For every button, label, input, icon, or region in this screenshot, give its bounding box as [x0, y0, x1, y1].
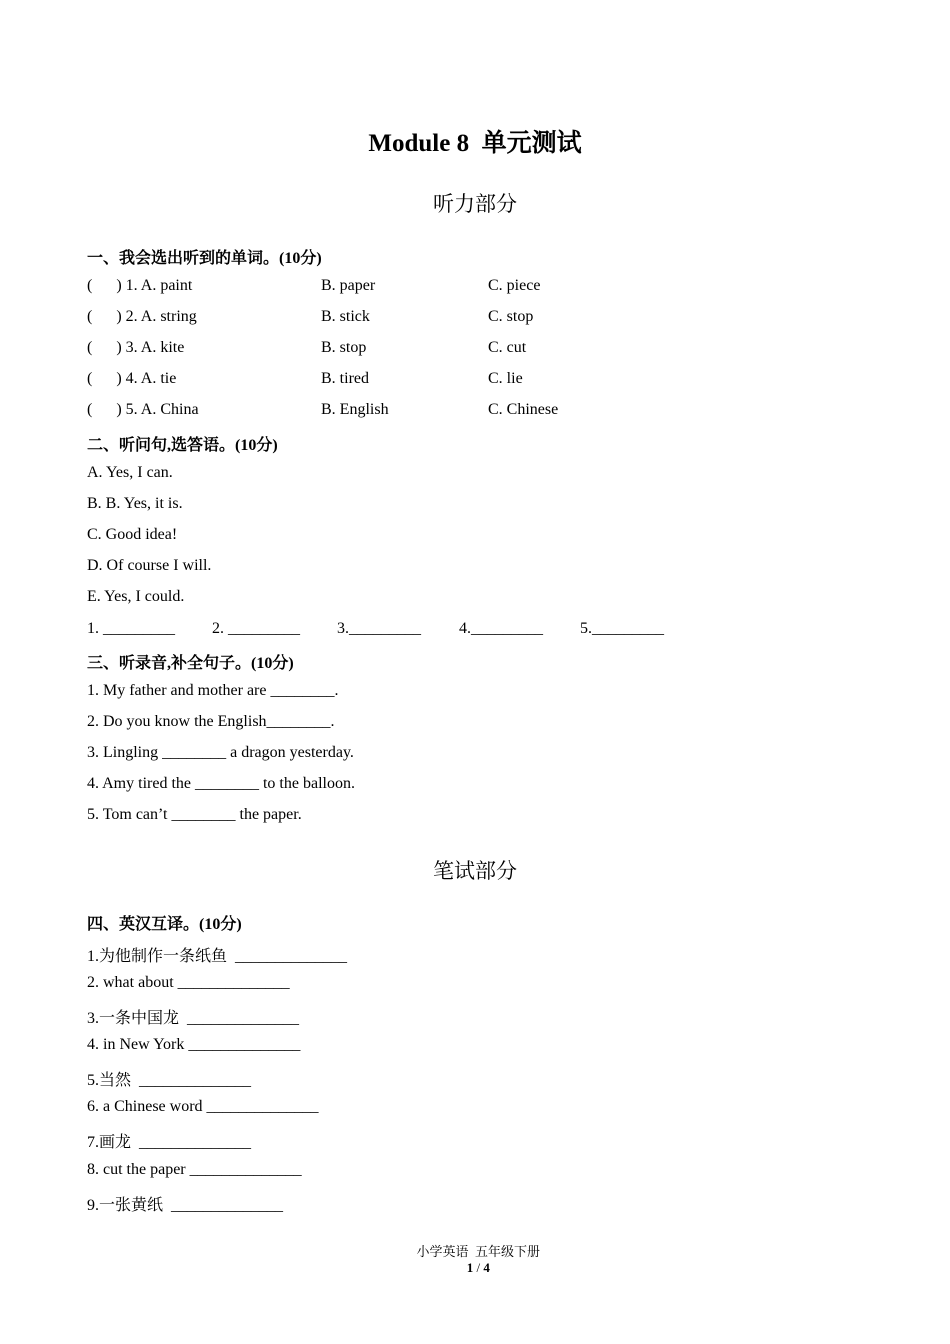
- translation-item: 2. what about ______________: [87, 974, 290, 991]
- part4-title: 四、英汉互译。(10分): [87, 916, 242, 933]
- answer-blank: 2. _________: [212, 620, 300, 637]
- footer-text: 小学英语 五年级下册: [416, 1244, 540, 1259]
- sentence-item: 5. Tom can’t ________ the paper.: [87, 806, 302, 823]
- question-option-c: C. stop: [488, 308, 534, 325]
- question-option-c: C. piece: [488, 277, 541, 294]
- page-total: 4: [483, 1260, 490, 1275]
- writing-heading: 笔试部分: [433, 859, 517, 883]
- question-option-a: ( ) 1. A. paint: [87, 277, 193, 294]
- part2-title: 二、听问句,选答语。(10分): [87, 437, 278, 454]
- answer-option: A. Yes, I can.: [87, 464, 173, 481]
- sentence-item: 1. My father and mother are ________.: [87, 682, 339, 699]
- answer-option: B. B. Yes, it is.: [87, 495, 183, 512]
- translation-item: 5.当然 ______________: [87, 1072, 252, 1089]
- answer-blank: 5._________: [580, 620, 664, 637]
- question-option-c: C. Chinese: [488, 401, 559, 418]
- answer-blank: 1. _________: [87, 620, 175, 637]
- question-option-b: B. stick: [321, 308, 370, 325]
- answer-blank: 4._________: [459, 620, 543, 637]
- translation-item: 6. a Chinese word ______________: [87, 1098, 319, 1115]
- answer-option: E. Yes, I could.: [87, 588, 185, 605]
- page-number: 1: [466, 1260, 474, 1275]
- answer-option: C. Good idea!: [87, 526, 178, 543]
- answer-blank: 3._________: [337, 620, 421, 637]
- question-option-a: ( ) 5. A. China: [87, 401, 199, 418]
- sentence-item: 3. Lingling ________ a dragon yesterday.: [87, 744, 354, 761]
- page-title: Module 8 单元测试: [368, 130, 582, 157]
- question-option-c: C. lie: [488, 370, 523, 387]
- sentence-item: 2. Do you know the English________.: [87, 713, 335, 730]
- question-option-b: B. stop: [321, 339, 367, 356]
- translation-item: 8. cut the paper ______________: [87, 1161, 302, 1178]
- page-separator: /: [473, 1260, 484, 1275]
- page-footer: [0, 1225, 950, 1276]
- part3-title: 三、听录音,补全句子。(10分): [87, 655, 294, 672]
- question-option-b: B. paper: [321, 277, 376, 294]
- question-option-c: C. cut: [488, 339, 527, 356]
- question-option-a: ( ) 4. A. tie: [87, 370, 177, 387]
- sentence-item: 4. Amy tired the ________ to the balloon.: [87, 775, 355, 792]
- translation-item: 7.画龙 ______________: [87, 1134, 252, 1151]
- translation-item: 1.为他制作一条纸鱼 ______________: [87, 948, 348, 965]
- question-option-a: ( ) 3. A. kite: [87, 339, 185, 356]
- question-option-b: B. English: [321, 401, 389, 418]
- translation-item: 9.一张黄纸 ______________: [87, 1197, 284, 1214]
- question-option-a: ( ) 2. A. string: [87, 308, 197, 325]
- question-option-b: B. tired: [321, 370, 369, 387]
- part1-title: 一、我会选出听到的单词。(10分): [87, 250, 322, 267]
- answer-option: D. Of course I will.: [87, 557, 212, 574]
- listening-heading: 听力部分: [433, 192, 517, 216]
- translation-item: 4. in New York ______________: [87, 1036, 301, 1053]
- translation-item: 3.一条中国龙 ______________: [87, 1010, 300, 1027]
